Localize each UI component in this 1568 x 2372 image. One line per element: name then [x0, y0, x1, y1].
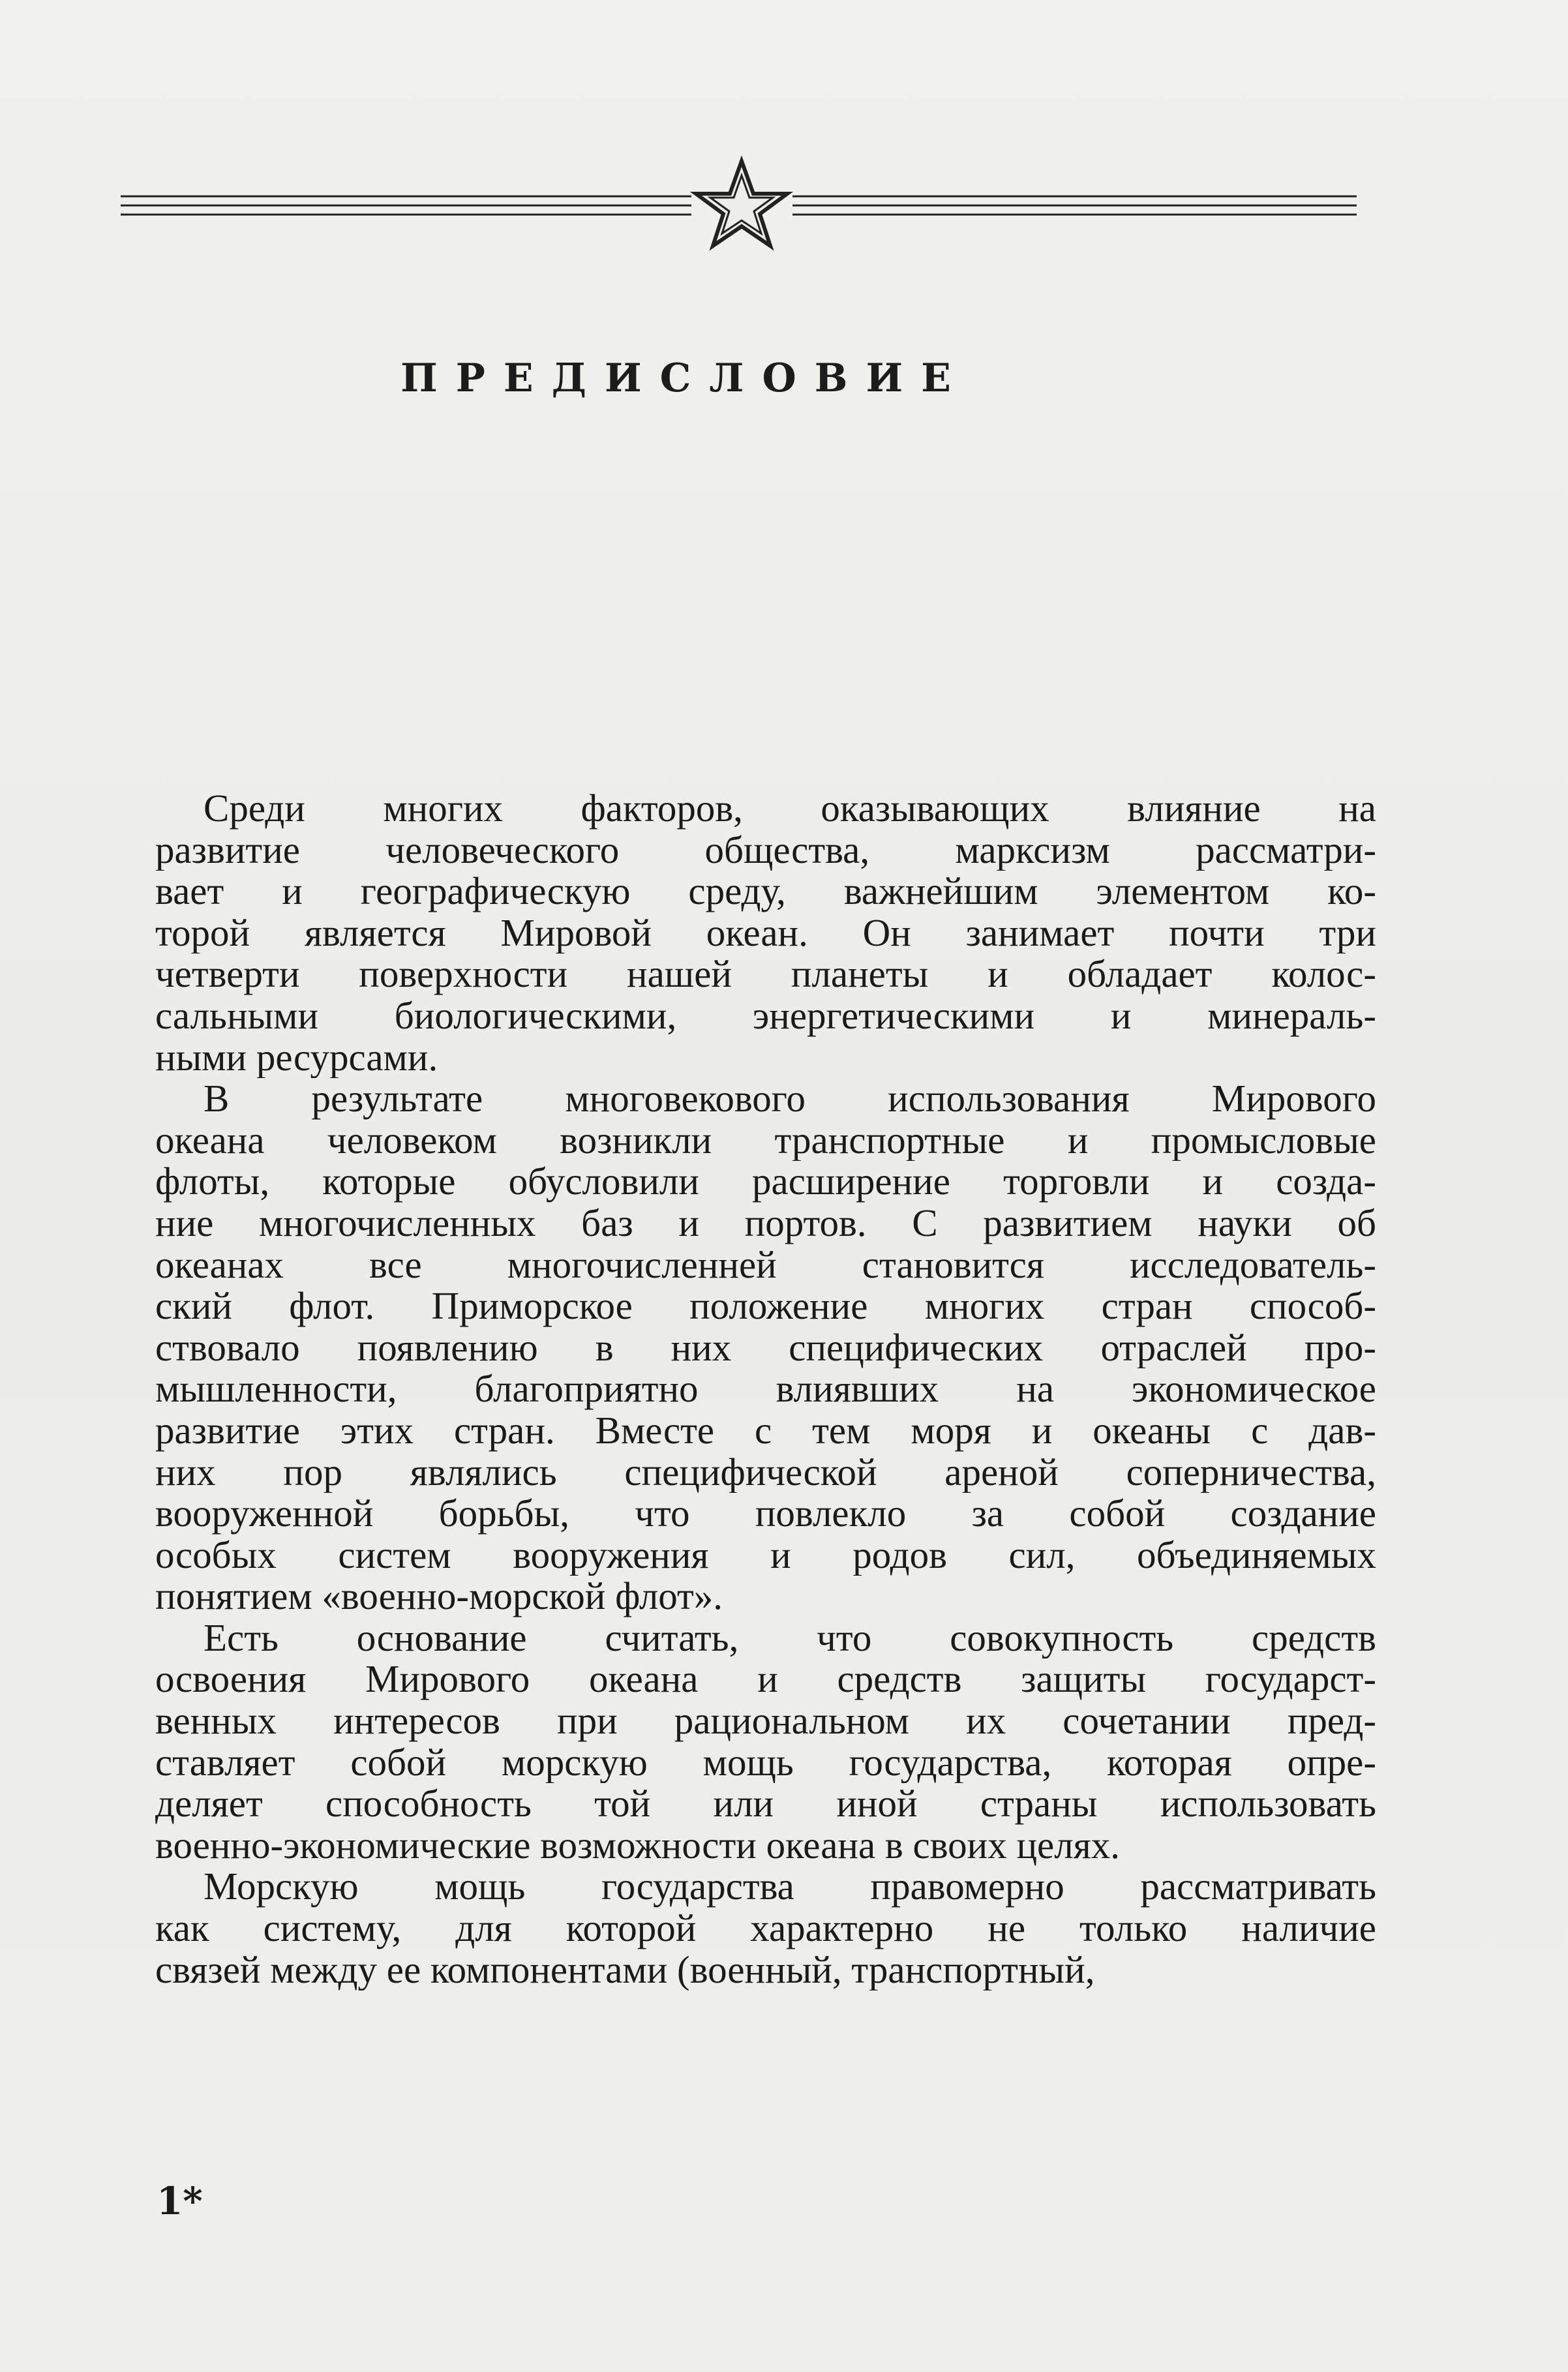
- signature-mark: 1*: [157, 2179, 203, 2223]
- text-line: ставляет собой морскую мощь государства, которая опре-: [155, 1741, 1376, 1784]
- text-line: торой является Мировой океан. Он занимает почти три: [155, 912, 1376, 954]
- text-line: флоты, которые обусловили расширение торговли и созда-: [155, 1161, 1376, 1203]
- text-line: мышленности, благоприятно влиявших на экономическое: [155, 1368, 1376, 1410]
- text-line: них пор являлись специфической ареной соперничества,: [155, 1451, 1376, 1494]
- text-line: вает и географическую среду, важнейшим элементом ко-: [155, 871, 1376, 912]
- text-line: военно-экономические возможности океана в своих целях.: [155, 1824, 1121, 1867]
- text-line: ский флот. Приморское положение многих стран способ-: [155, 1285, 1376, 1327]
- star-icon: [696, 161, 787, 246]
- body-text: [155, 788, 1376, 1990]
- header-ornament: [121, 153, 1357, 251]
- text-line: особых систем вооружения и родов сил, объединяемых: [155, 1534, 1376, 1576]
- text-line: как систему, для которой характерно не только наличие: [155, 1908, 1376, 1949]
- text-line: Есть основание считать, что совокупность средств: [204, 1617, 1376, 1659]
- text-line: деляет способность той или иной страны использовать: [155, 1783, 1376, 1825]
- text-line: океанах все многочисленней становится исследователь-: [155, 1244, 1376, 1286]
- text-line: В результате многовекового использования Мирового: [204, 1078, 1376, 1120]
- text-line: освоения Мирового океана и средств защиты государст-: [155, 1659, 1376, 1701]
- text-line: связей между ее компонентами (военный, транспортный,: [155, 1949, 1095, 1991]
- text-line: понятием «военно-морской флот».: [155, 1576, 723, 1617]
- text-line: развитие этих стран. Вместе с тем моря и океаны с дав-: [155, 1409, 1376, 1452]
- text-line: Среди многих факторов, оказывающих влияние на: [204, 788, 1376, 830]
- text-line: четверти поверхности нашей планеты и обладает колос-: [155, 953, 1376, 995]
- text-line: Морскую мощь государства правомерно рассматривать: [204, 1866, 1376, 1908]
- text-line: ными ресурсами.: [155, 1036, 438, 1079]
- text-line: венных интересов при рациональном их сочетании пред-: [155, 1700, 1376, 1742]
- ornament-graphic: [121, 153, 1357, 251]
- text-line: ние многочисленных баз и портов. С развитием науки об: [155, 1202, 1376, 1244]
- page-title: ПРЕДИСЛОВИЕ: [400, 355, 969, 401]
- text-line: развитие человеческого общества, марксизм рассматри-: [155, 829, 1376, 871]
- text-line: вооруженной борьбы, что повлекло за собой создание: [155, 1493, 1376, 1535]
- text-line: ствовало появлению в них специфических отраслей про-: [155, 1327, 1376, 1369]
- text-line: океана человеком возникли транспортные и промысловые: [155, 1119, 1376, 1162]
- text-line: сальными биологическими, энергетическими и минераль-: [155, 995, 1376, 1037]
